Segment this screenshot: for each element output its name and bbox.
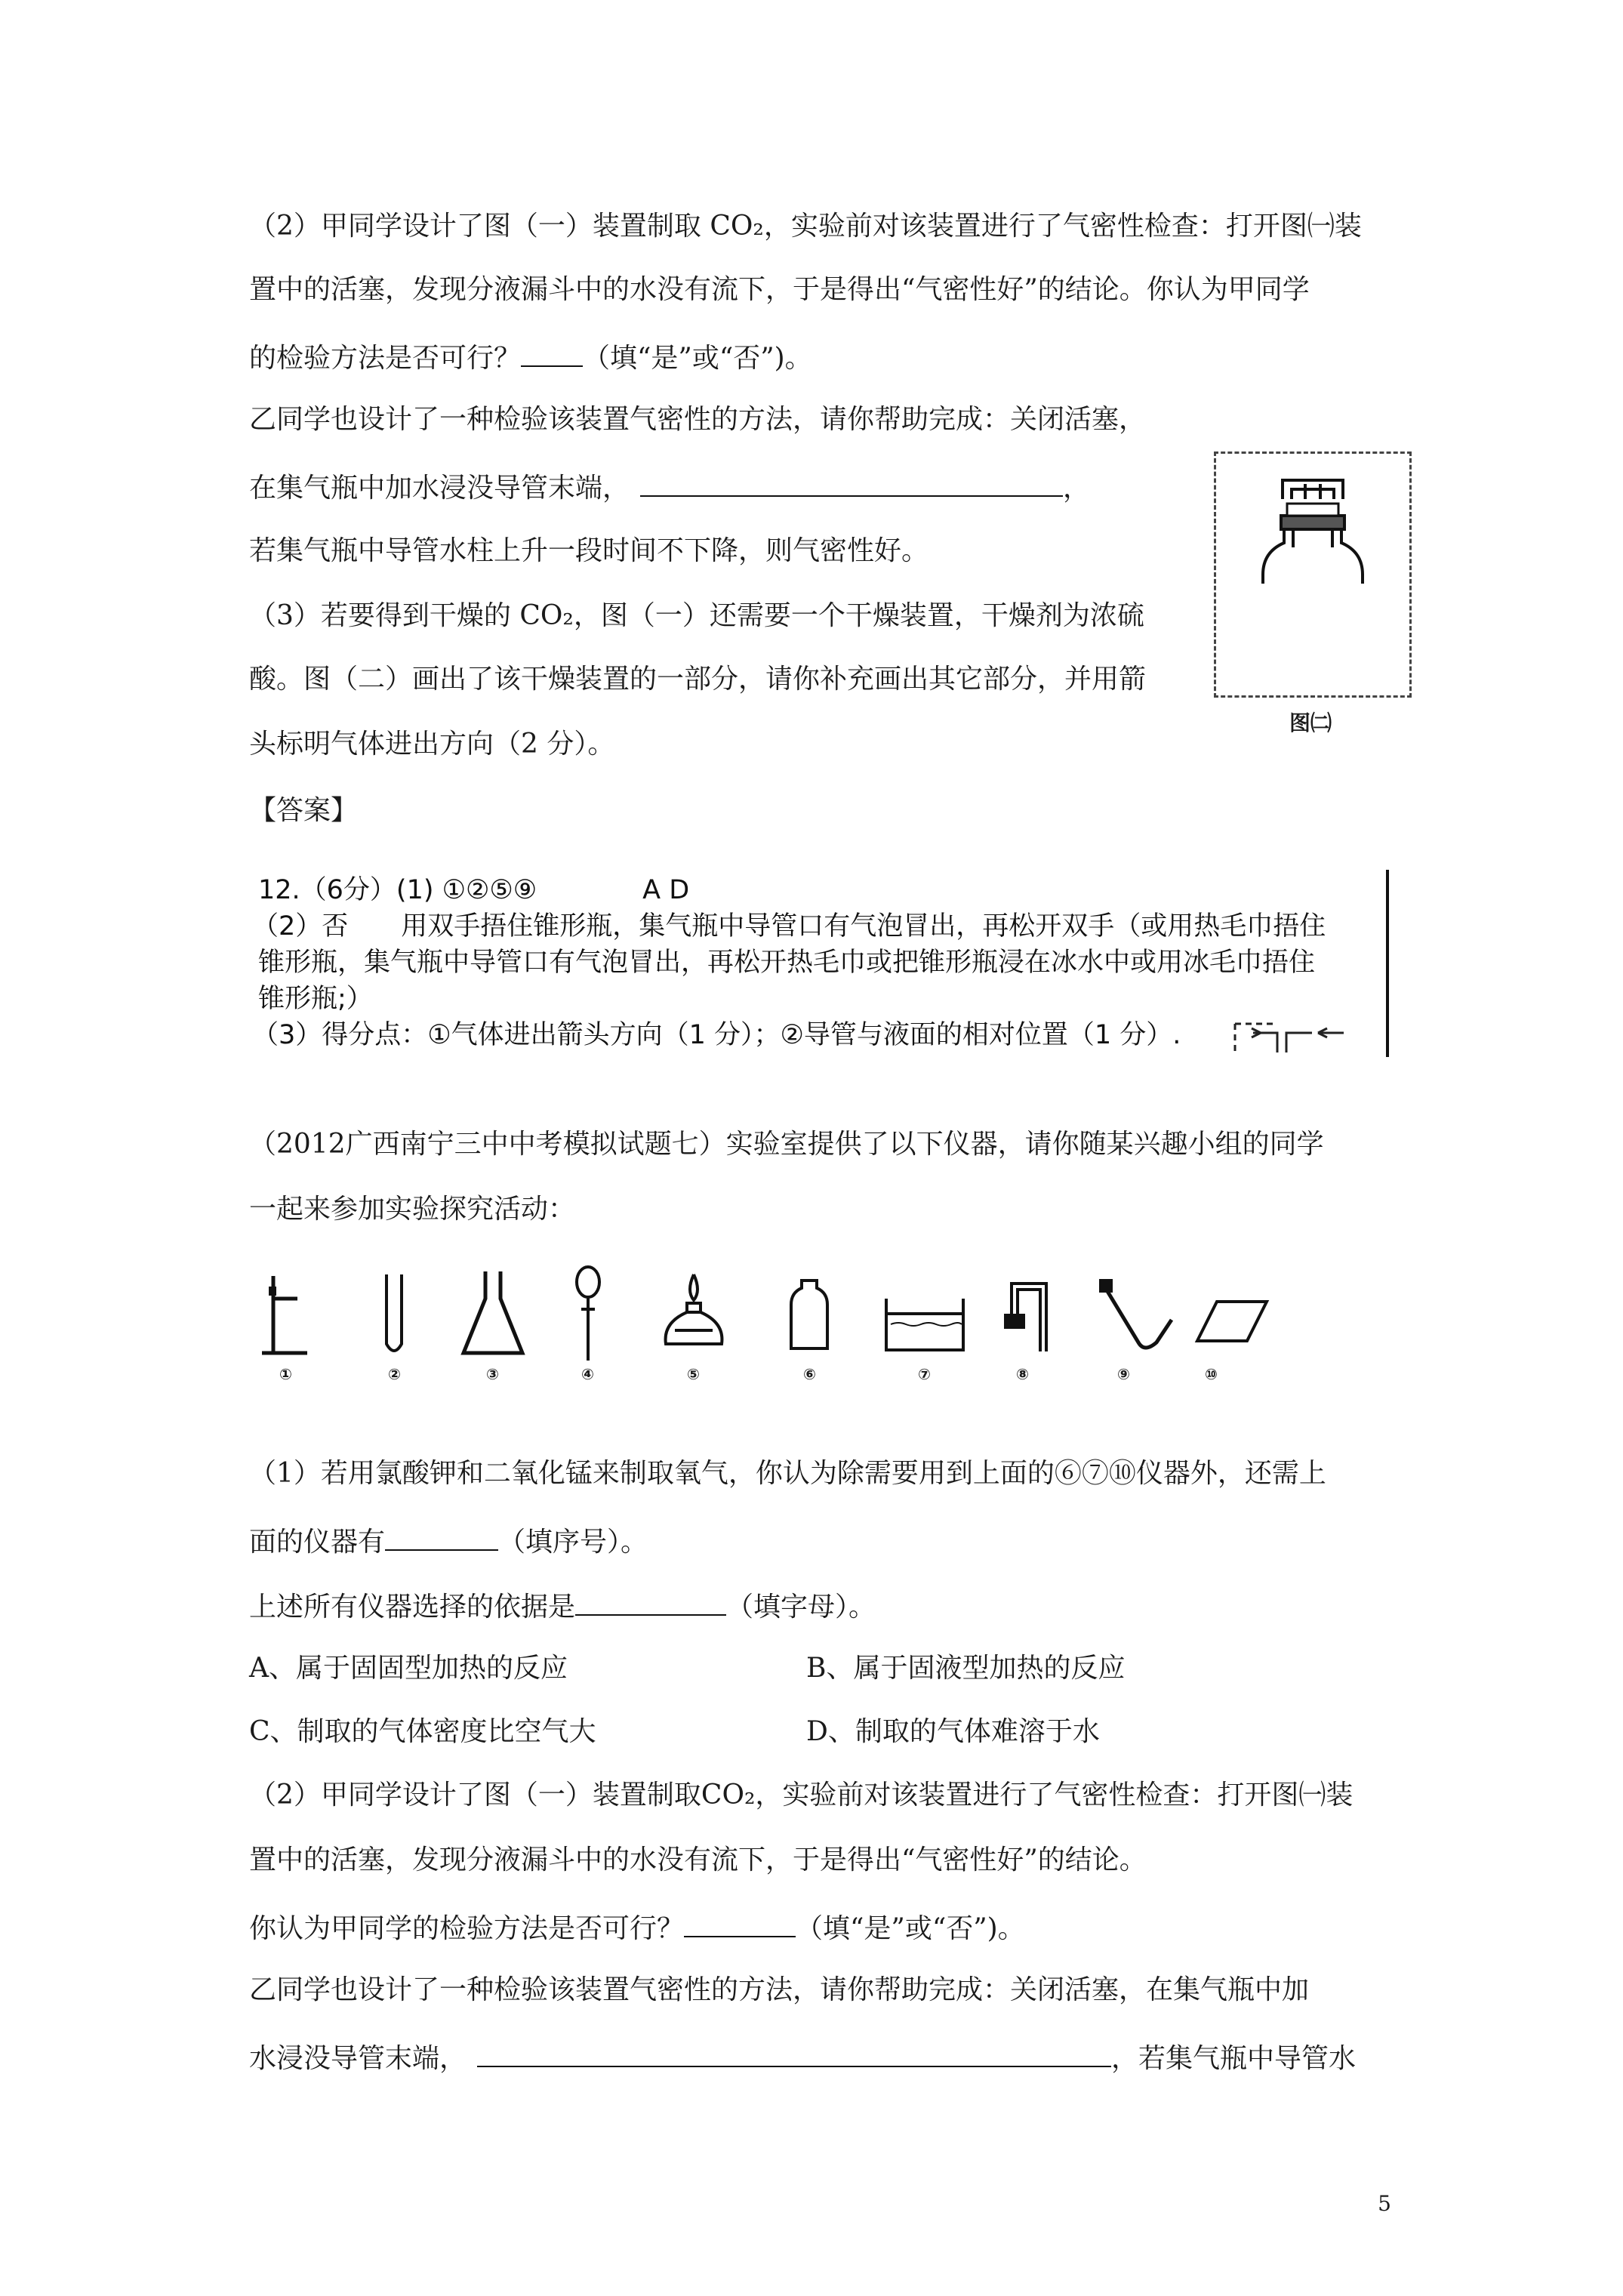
bent-tube-icon (1096, 1274, 1179, 1358)
q-part3-line2: 酸。图（二）画出了该干燥装置的一部分，请你补充画出其它部分，并用箭 (249, 664, 1147, 695)
apparatus-num: ⑩ (1205, 1365, 1218, 1383)
q-part3-line1: （3）若要得到干燥的 CO₂，图（一）还需要一个干燥装置，干燥剂为浓硫 (249, 600, 1144, 631)
q2-part2-line2: 置中的活塞，发现分液漏斗中的水没有流下，于是得出“气密性好”的结论。 (249, 1845, 1147, 1875)
q-part2-line3 (249, 338, 812, 375)
q2-part2-line3-text: 你认为甲同学的检验方法是否可行？ (249, 1913, 685, 1944)
answer-tube-sketch-icon (1230, 1018, 1366, 1056)
answer-scan-image (249, 870, 1389, 1057)
q-part2-line2: 置中的活塞，发现分液漏斗中的水没有流下，于是得出“气密性好”的结论。你认为甲同学 (249, 274, 1310, 305)
option-d: D、制取的气体难溶于水 (806, 1716, 1100, 1747)
option-c: C、制取的气体密度比空气大 (249, 1716, 596, 1747)
q2-part2-line5-tail: ，若集气瓶中导管水 (1111, 2043, 1357, 2074)
figure-2-caption: 图㈡ (1289, 710, 1332, 735)
q2-part1-line3-text: 上述所有仪器选择的依据是 (249, 1592, 576, 1623)
q-part2-line1: （2）甲同学设计了图（一）装置制取 CO₂，实验前对该装置进行了气密性检查：打开图㈠装 (249, 211, 1362, 242)
stopper-tube-icon (996, 1276, 1057, 1359)
answer-blank[interactable] (684, 1909, 796, 1937)
answer-heading: 【答案】 (249, 795, 359, 826)
q2-part2-line3 (249, 1909, 1025, 1946)
answer-line5: （3）得分点：①气体进出箭头方向（1 分）；②导管与液面的相对位置（1 分）. (252, 1020, 1181, 1050)
q2-part1-line1: （1）若用氯酸钾和二氧化锰来制取氧气，你认为除需要用到上面的⑥⑦⑩仪器外，还需上 (249, 1458, 1326, 1489)
q-part2-line4: 乙同学也设计了一种检验该装置气密性的方法，请你帮助完成：关闭活塞， (249, 404, 1147, 435)
answer-blank[interactable] (385, 1522, 498, 1551)
q-part2-line5 (249, 468, 1090, 505)
q-part2-line3-hint: （填“是”或“否”)。 (583, 343, 812, 374)
answer-line1: 12.（6分）(1) ①②⑤⑨ A D (258, 875, 690, 905)
apparatus-num: ⑤ (687, 1365, 700, 1383)
separatory-funnel-icon (569, 1261, 607, 1367)
figure-2-box (1214, 451, 1412, 698)
q2-part2-line5 (249, 2039, 1356, 2076)
answer-blank[interactable] (640, 468, 1063, 497)
apparatus-num: ④ (581, 1365, 594, 1383)
drying-bottle-neck-icon (1216, 454, 1409, 695)
page-number: 5 (1378, 2191, 1391, 2216)
apparatus-num: ① (279, 1365, 292, 1383)
answer-blank[interactable] (477, 2039, 1111, 2067)
apparatus-num: ③ (486, 1365, 499, 1383)
option-b: B、属于固液型加热的反应 (806, 1653, 1126, 1684)
apparatus-num: ⑦ (918, 1365, 931, 1383)
q2-intro-line2: 一起来参加实验探究活动： (249, 1194, 576, 1225)
q-part3-line3: 头标明气体进出方向（2 分）。 (249, 729, 615, 760)
q2-intro-line1: （2012广西南宁三中中考模拟试题七）实验室提供了以下仪器，请你随某兴趣小组的同学 (249, 1129, 1324, 1160)
q2-part1-line2 (249, 1522, 648, 1559)
apparatus-num: ⑨ (1117, 1365, 1130, 1383)
conical-flask-icon (459, 1268, 527, 1359)
apparatus-num: ② (388, 1365, 401, 1383)
option-a: A、属于固固型加热的反应 (249, 1653, 568, 1684)
alcohol-lamp-icon (660, 1270, 728, 1359)
q2-part2-line4: 乙同学也设计了一种检验该装置气密性的方法，请你帮助完成：关闭活塞，在集气瓶中加 (249, 1974, 1310, 2005)
scan-border (1386, 870, 1389, 1057)
answer-line2: （2）否 用双手捂住锥形瓶，集气瓶中导管口有气泡冒出，再松开双手（或用热毛巾捂住 (252, 911, 1326, 942)
answer-blank[interactable] (521, 338, 583, 367)
apparatus-num: ⑧ (1016, 1365, 1029, 1383)
q2-part2-line3-hint: （填“是”或“否”)。 (796, 1913, 1025, 1944)
q2-part1-line3-hint: （填字母）。 (726, 1592, 876, 1623)
q-part2-line6: 若集气瓶中导管水柱上升一段时间不下降，则气密性好。 (249, 535, 929, 566)
glass-plate-icon (1194, 1299, 1270, 1344)
answer-line4: 锥形瓶;） (258, 984, 373, 1014)
q-part2-line5-text: 在集气瓶中加水浸没导管末端， (249, 473, 630, 504)
apparatus-row (249, 1261, 1283, 1389)
q2-part1-line3 (249, 1587, 876, 1624)
q-part2-line5-comma: ， (1063, 473, 1091, 504)
q-part2-line3-text: 的检验方法是否可行？ (249, 343, 522, 374)
q2-part2-line1: （2）甲同学设计了图（一）装置制取CO₂，实验前对该装置进行了气密性检查：打开图㈠装 (249, 1780, 1354, 1811)
q2-part1-line2-hint: （填序号）。 (498, 1527, 648, 1558)
q2-part1-line2-text: 面的仪器有 (249, 1527, 386, 1558)
answer-blank[interactable] (575, 1587, 726, 1616)
iron-stand-icon (258, 1268, 311, 1359)
gas-jar-icon (788, 1277, 830, 1353)
water-trough-icon (883, 1294, 966, 1354)
answer-line3: 锥形瓶，集气瓶中导管口有气泡冒出，再松开热毛巾或把锥形瓶浸在冰水中或用冰毛巾捂住 (258, 948, 1316, 978)
apparatus-num: ⑥ (803, 1365, 816, 1383)
test-tube-icon (379, 1271, 409, 1361)
q2-part2-line5-text: 水浸没导管末端， (249, 2043, 467, 2074)
